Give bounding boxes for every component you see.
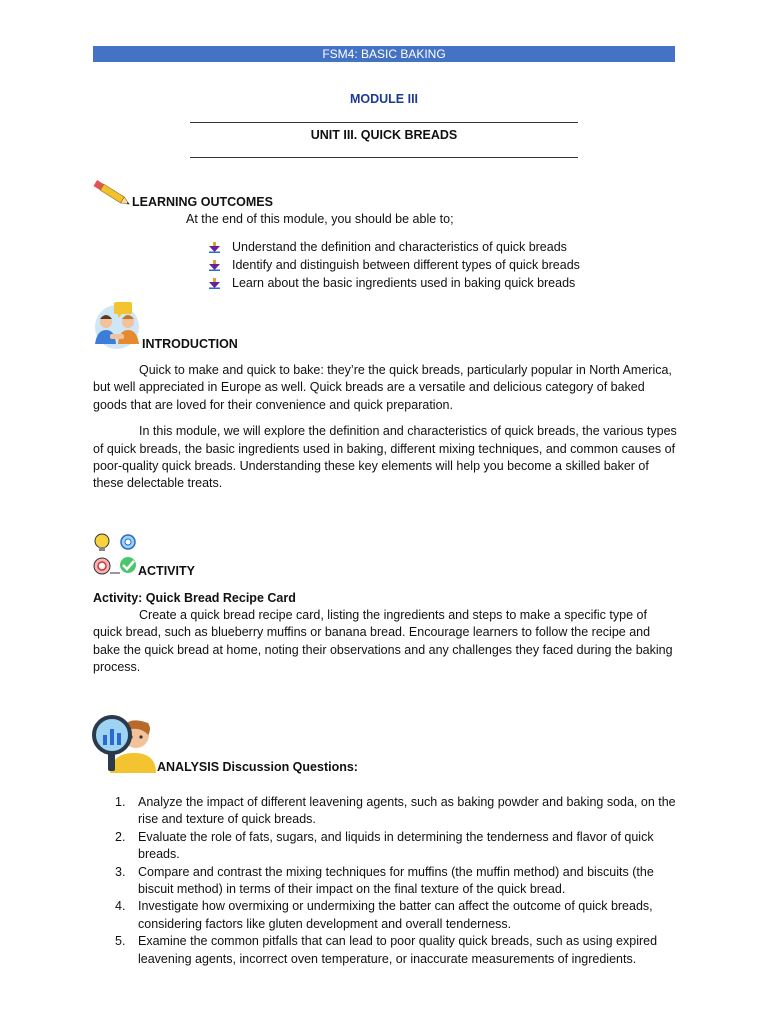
list-item: 2. Evaluate the role of fats, sugars, and liquids in determining the tenderness and flavor of quick breads. [115, 829, 654, 862]
list-item: Understand the definition and characteristics of quick breads [209, 238, 669, 256]
list-item: Identify and distinguish between different types of quick breads [209, 256, 669, 274]
arrow-bullet-icon [209, 278, 220, 289]
activity-title: Activity: Quick Bread Recipe Card [93, 591, 296, 605]
analyst-magnifier-icon [90, 711, 156, 773]
list-item: 5. Examine the common pitfalls that can lead to poor quality quick breads, such as using expired leavening agents, incorrect oven temperature, or inaccurate measurements of ingredients. [115, 934, 658, 966]
introduction-paragraph-2: In this module, we will explore the definition and characteristics of quick breads, the various types of quick breads, the basic ingredients used in baking, different mixing techniques, and common causes of poor-quality quick breads. Understanding these key elements will help you become a skilled baker of these delectable treats. [93, 424, 677, 491]
pencil-icon [90, 178, 134, 210]
activity-icons [92, 531, 140, 577]
introduction-paragraph-1: Quick to make and quick to bake: they’re the quick breads, particularly popular in North America, but well appreciated in Europe as well. Quick breads are a versatile and delicious category of baked goods that are loved for their convenience and quick preparation. [93, 363, 672, 412]
discussion-questions-list [93, 794, 683, 968]
list-item: 1. Analyze the impact of different leavening agents, such as baking powder and baking soda, on the rise and texture of quick breads. [115, 795, 676, 827]
learning-outcomes-intro: At the end of this module, you should be able to; [186, 212, 454, 226]
list-item: 3. Compare and contrast the mixing techniques for muffins (the muffin method) and biscuits (the biscuit method) in terms of their impact on the final texture of the quick bread. [115, 864, 654, 897]
activity-body [93, 607, 679, 677]
unit-title: UNIT III. QUICK BREADS [310, 128, 458, 142]
analysis-heading: ANALYSIS Discussion Questions: [157, 760, 358, 774]
divider-line [190, 122, 578, 123]
learning-outcomes-list [209, 238, 669, 292]
list-item: 4. Investigate how overmixing or undermixing the batter can affect the outcome of quick breads, considering factors like gluten development and overall tenderness. [115, 899, 653, 931]
activity-text: Create a quick bread recipe card, listing the ingredients and steps to make a specific type of quick bread, such as blueberry muffins or banana bread. Encourage learners to follow the recipe and bake the quick bread at home, noting their observations and any challenges they faced during the baking process. [93, 608, 673, 675]
learning-outcomes-heading: LEARNING OUTCOMES [132, 195, 273, 209]
introduction-body [93, 362, 679, 493]
course-title: FSM4: BASIC BAKING [322, 47, 446, 61]
discussion-people-icon [92, 300, 142, 350]
divider-line [190, 157, 578, 158]
arrow-bullet-icon [209, 260, 220, 271]
list-item: Learn about the basic ingredients used in baking quick breads [209, 274, 669, 292]
arrow-bullet-icon [209, 242, 220, 253]
course-header-bar [93, 46, 675, 62]
activity-heading: ACTIVITY [138, 564, 195, 578]
introduction-heading: INTRODUCTION [142, 337, 238, 351]
module-title: MODULE III [349, 92, 419, 106]
